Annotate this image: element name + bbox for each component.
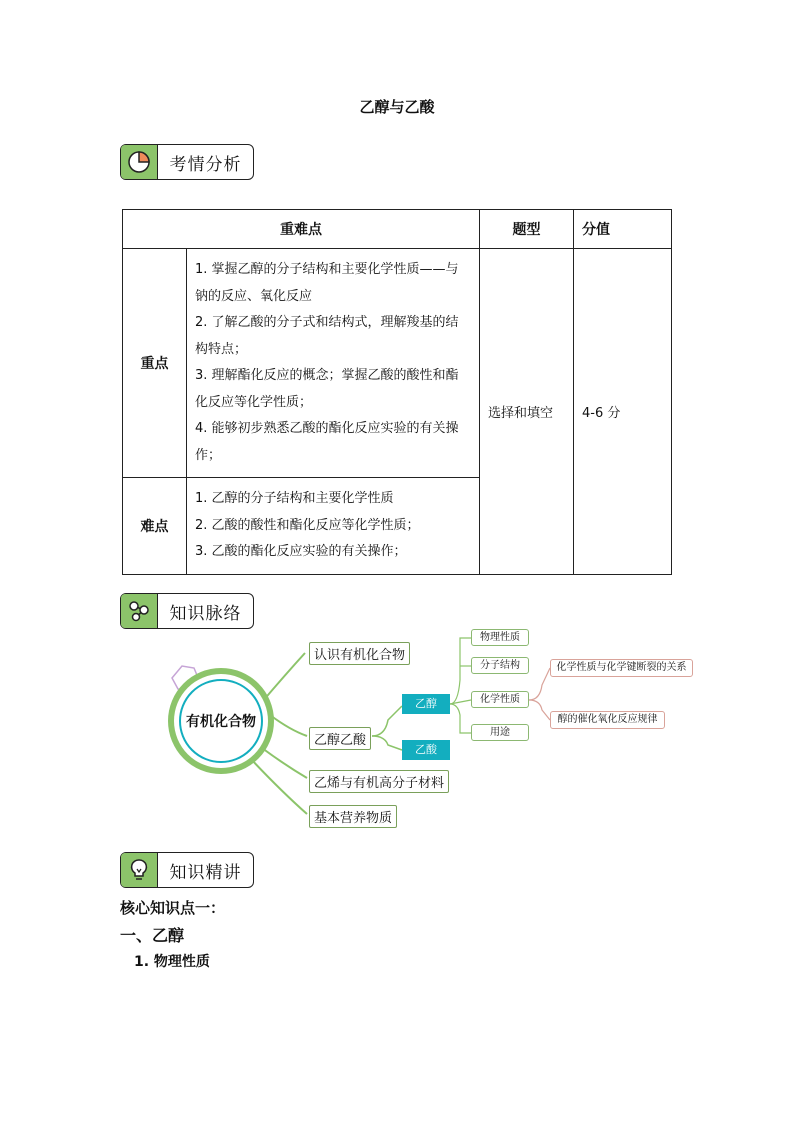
section-heading: 一、乙醇 [120,926,185,945]
mindmap-branch: 认识有机化合物 [309,642,410,665]
document-title: 乙醇与乙酸 [359,98,435,116]
mindmap-center-label: 有机化合物 [179,679,263,763]
sub-heading: 1. 物理性质 [134,954,210,970]
mindmap-leaf: 物理性质 [471,629,529,646]
difficult-label: 难点 [123,478,187,575]
key-label: 重点 [123,249,187,478]
pie-chart-icon [121,145,158,179]
header-question-type: 题型 [480,210,574,249]
section-label: 知识脉络 [169,603,242,624]
list-item: 1. 乙醇的分子结构和主要化学性质 [195,491,394,506]
analysis-table [122,209,672,575]
lightbulb-icon [121,853,158,887]
mindmap-branch: 乙醇乙酸 [309,727,371,750]
mindmap-node-acetic-acid: 乙酸 [402,740,450,760]
table-header-row [123,210,672,249]
header-score: 分值 [574,210,672,249]
mindmap-center [168,668,274,774]
key-items [187,249,480,478]
list-item: 4. 能够初步熟悉乙酸的酯化反应实验的有关操作； [195,421,459,463]
list-item: 3. 乙酸的酯化反应实验的有关操作； [195,544,407,559]
list-item: 2. 乙酸的酸性和酯化反应等化学性质； [195,517,420,533]
list-item: 2. 了解乙酸的分子式和结构式，理解羧基的结构特点； [195,315,459,357]
score-value: 4-6 分 [574,249,672,575]
mindmap-leaf-red: 醇的催化氧化反应规律 [550,711,665,729]
header-focus: 重难点 [123,210,480,249]
section-label: 考情分析 [169,154,242,175]
core-point-heading: 核心知识点一： [120,899,226,917]
mindmap-leaf: 用途 [471,724,529,741]
mindmap-branch: 乙烯与有机高分子材料 [309,770,449,793]
difficult-items [187,478,480,575]
mindmap-leaf: 分子结构 [471,657,529,674]
mindmap-node-ethanol: 乙醇 [402,694,450,714]
section-banner-analysis [120,144,254,180]
list-item: 3. 理解酯化反应的概念；掌握乙酸的酸性和酯化反应等化学性质； [195,368,459,410]
list-item: 1. 掌握乙醇的分子结构和主要化学性质——与钠的反应、氧化反应 [195,262,459,304]
mindmap-leaf-red: 化学性质与化学键断裂的关系 [550,659,693,677]
table-row [123,249,672,478]
mindmap-leaf: 化学性质 [471,691,529,708]
mindmap-branch: 基本营养物质 [309,805,397,828]
question-type-value: 选择和填空 [480,249,574,575]
section-label: 知识精讲 [169,862,242,883]
section-banner-lecture [120,852,254,888]
